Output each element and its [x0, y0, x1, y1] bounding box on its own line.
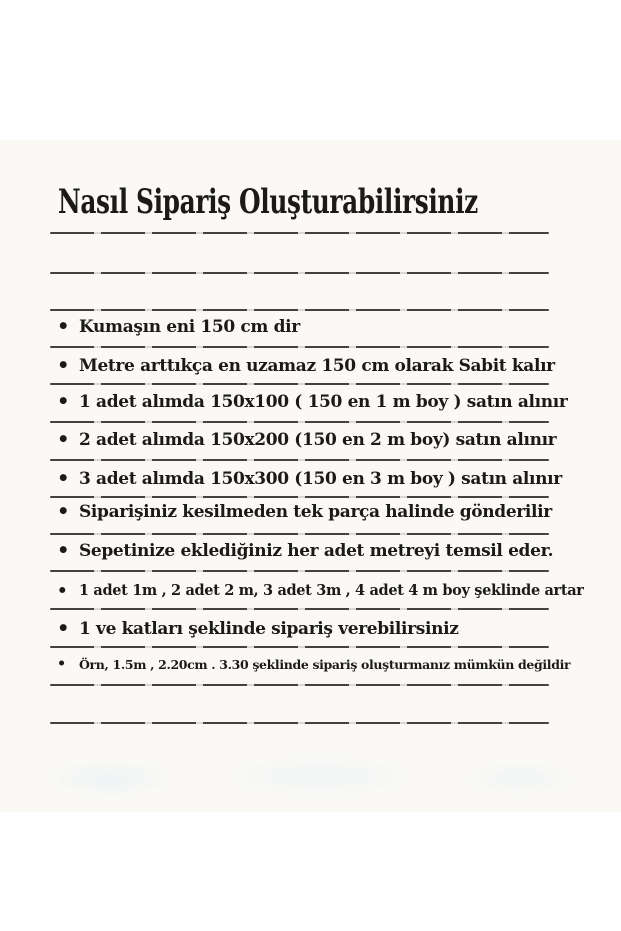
divider-line: [50, 459, 549, 461]
divider-line: [50, 232, 549, 234]
divider-line: [50, 346, 549, 348]
list-item-text: Sepetinize eklediğiniz her adet metreyi temsil eder.: [79, 541, 554, 561]
list-item-text: 2 adet alımda 150x200 (150 en 2 m boy) satın alınır: [79, 430, 557, 450]
bullet-icon: •: [57, 617, 70, 641]
divider-line: [50, 496, 549, 498]
list-item-text: 1 ve katları şeklinde sipariş verebilirsiniz: [79, 619, 459, 639]
bullet-icon: •: [57, 354, 70, 378]
divider-line: [50, 421, 549, 423]
divider-line: [50, 533, 549, 535]
list-item: [52, 617, 591, 641]
watermark-artifact: [20, 748, 580, 808]
bullet-icon: •: [57, 500, 70, 524]
bullet-icon: •: [57, 467, 70, 491]
divider-line: [50, 309, 549, 311]
divider-line: [50, 646, 549, 648]
divider-line: [50, 272, 549, 274]
list-item-text: Örn, 1.5m , 2.20cm . 3.30 şeklinde sipariş oluşturmanız mümkün değildir: [79, 656, 571, 672]
list-item: [52, 428, 591, 452]
list-item-text: Metre arttıkça en uzamaz 150 cm olarak Sabit kalır: [79, 356, 555, 376]
list-item-text: 1 adet alımda 150x100 ( 150 en 1 m boy ) satın alınır: [79, 392, 568, 412]
list-item: [52, 539, 591, 563]
page-title: Nasıl Sipariş Oluşturabilirsiniz: [58, 182, 478, 222]
divider-line: [50, 722, 549, 724]
divider-line: [50, 570, 549, 572]
bullet-icon: •: [57, 428, 70, 452]
list-item-text: 3 adet alımda 150x300 (150 en 3 m boy ) satın alınır: [79, 469, 562, 489]
list-item: [52, 315, 591, 339]
bullet-icon: •: [57, 315, 70, 339]
divider-line: [50, 684, 549, 686]
list-item: [52, 467, 591, 491]
list-item: [52, 652, 591, 676]
bullet-icon: •: [57, 655, 67, 672]
list-item: [52, 500, 591, 524]
divider-line: [50, 608, 549, 610]
list-item: [52, 354, 591, 378]
bullet-icon: •: [57, 579, 68, 600]
list-item-text: Kumaşın eni 150 cm dir: [79, 317, 300, 337]
list-item: [52, 578, 591, 602]
bullet-icon: •: [57, 390, 70, 414]
divider-line: [50, 383, 549, 385]
list-item-text: Siparişiniz kesilmeden tek parça halinde gönderilir: [79, 502, 552, 522]
list-item-text: 1 adet 1m , 2 adet 2 m, 3 adet 3m , 4 adet 4 m boy şeklinde artar: [79, 581, 584, 599]
bullet-icon: •: [57, 539, 70, 563]
list-item: [52, 390, 591, 414]
